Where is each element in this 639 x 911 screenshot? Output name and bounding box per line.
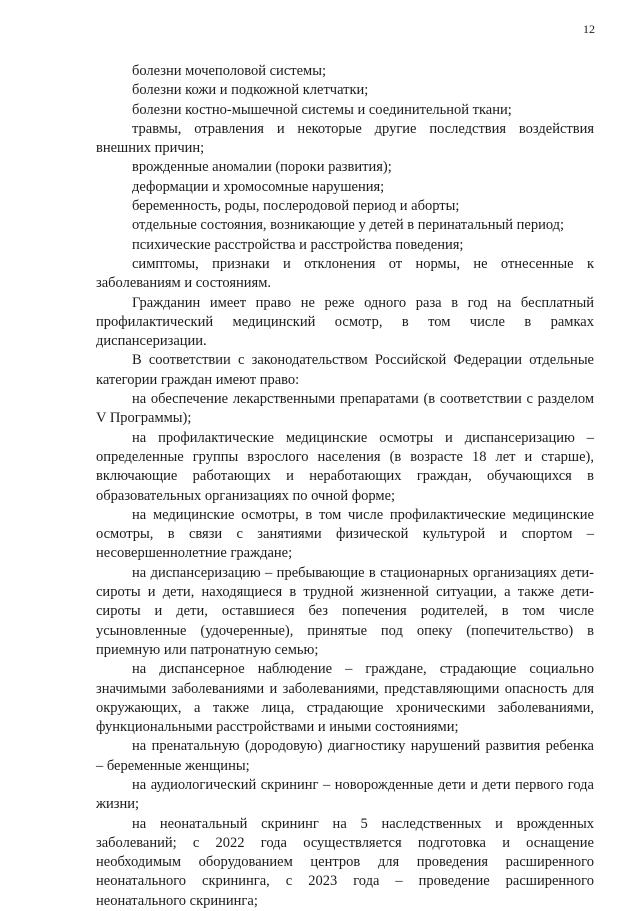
paragraph: на профилактические медицинские осмотры и диспансеризацию – определенные группы взрослого населения (в возрасте 18 лет и старше), включающие работающих и неработающих граждан, обучающихся в образовательных организациях по очной форме; [96, 429, 594, 504]
paragraph: В соответствии с законодательством Российской Федерации отдельные категории граждан имеют право: [96, 352, 594, 388]
document-body [96, 62, 594, 911]
paragraph: травмы, отравления и некоторые другие последствия воздействия внешних причин; [96, 120, 594, 157]
paragraph: на медицинские осмотры, в том числе профилактические медицинские осмотры, в связи с занятиями физической культурой и спортом – несовершеннолетние граждане; [96, 506, 594, 562]
paragraph: болезни костно-мышечной системы и соединительной ткани; [132, 101, 512, 118]
paragraph: психические расстройства и расстройства поведения; [132, 236, 464, 253]
page-number: 12 [583, 22, 595, 36]
paragraph: на неонатальный скрининг на 5 наследственных и врожденных заболеваний; с 2022 года осуществляется подготовка и оснащение необходимым оборудованием центров для проведения расширенного неонатального скрининга, с 2023 года – проведение расширенного неонатального скрининга; [96, 815, 594, 909]
paragraph: беременность, роды, послеродовой период и аборты; [132, 198, 460, 215]
paragraph: симптомы, признаки и отклонения от нормы, не отнесенные к заболеваниям и состояниям. [96, 255, 594, 292]
paragraph: на пренатальную (дородовую) диагностику нарушений развития ребенка – беременные женщины; [96, 738, 594, 774]
paragraph: болезни мочеполовой системы; [132, 63, 326, 79]
paragraph: деформации и хромосомные нарушения; [132, 178, 385, 195]
paragraph: на аудиологический скрининг – новорожденные дети и дети первого года жизни; [96, 776, 594, 813]
paragraph: на диспансерное наблюдение – граждане, страдающие социально значимыми заболеваниями и заболеваниями, представляющими опасность для окружающих, а также лица, страдающие хроническими заболеваниями, функциональными расстройствами и иными состояниями; [96, 661, 594, 736]
paragraph: отдельные состояния, возникающие у детей в перинатальный период; [132, 217, 565, 234]
paragraph: Гражданин имеет право не реже одного раза в год на бесплатный профилактический медицинский осмотр, в том числе в рамках диспансеризации. [96, 294, 594, 350]
paragraph: на диспансеризацию – пребывающие в стационарных организациях дети-сироты и дети, находящиеся в трудной жизненной ситуации, а также дети-сироты и дети, оставшиеся без попечения родителей, в том числе усыновленные (удочеренные), принятые под опеку (попечительство) в приемную или патронатную семью; [96, 564, 594, 658]
paragraph: болезни кожи и подкожной клетчатки; [132, 82, 369, 99]
paragraph: врожденные аномалии (пороки развития); [132, 159, 392, 176]
paragraph: на обеспечение лекарственными препаратами (в соответствии с разделом V Программы); [96, 391, 594, 427]
